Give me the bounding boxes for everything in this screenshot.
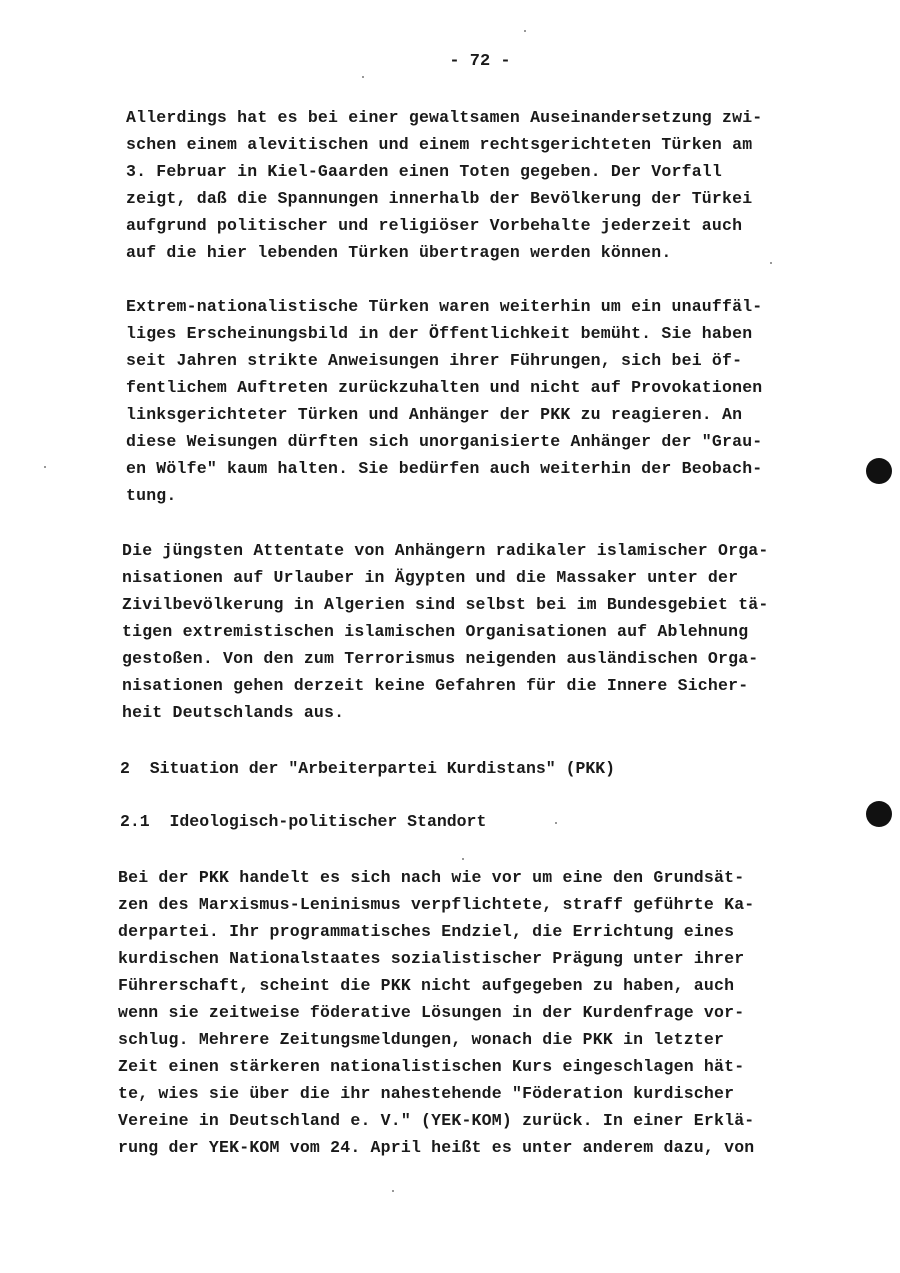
- section-heading-2: 2 Situation der "Arbeiterpartei Kurdistans" (PKK): [120, 759, 616, 778]
- scan-speck: [555, 822, 557, 824]
- text-line: heit Deutschlands aus.: [122, 703, 345, 722]
- scan-speck: [770, 262, 772, 264]
- text-line: schlug. Mehrere Zeitungsmeldungen, wonach die PKK in letzter: [118, 1030, 725, 1049]
- text-line: linksgerichteter Türken und Anhänger der PKK zu reagieren. An: [126, 405, 743, 424]
- text-line: schen einem alevitischen und einem rechtsgerichteten Türken am: [126, 135, 753, 154]
- text-line: tung.: [126, 486, 177, 505]
- paragraph-4: [118, 864, 754, 1161]
- text-line: Vereine in Deutschland e. V." (YEK-KOM) zurück. In einer Erklä-: [118, 1111, 755, 1130]
- text-line: liges Erscheinungsbild in der Öffentlichkeit bemüht. Sie haben: [126, 324, 753, 343]
- text-line: diese Weisungen dürften sich unorganisierte Anhänger der "Grau-: [126, 432, 763, 451]
- text-line: rung der YEK-KOM vom 24. April heißt es unter anderem dazu, von: [118, 1138, 755, 1157]
- scan-speck: [392, 1190, 394, 1192]
- text-line: tigen extremistischen islamischen Organisationen auf Ablehnung: [122, 622, 749, 641]
- paragraph-3: [122, 537, 769, 726]
- text-line: en Wölfe" kaum halten. Sie bedürfen auch weiterhin der Beobach-: [126, 459, 763, 478]
- margin-dot-mark: [866, 458, 892, 484]
- text-line: Zeit einen stärkeren nationalistischen Kurs eingeschlagen hät-: [118, 1057, 745, 1076]
- scan-speck: [524, 30, 526, 32]
- text-line: zen des Marxismus-Leninismus verpflichtete, straff geführte Ka-: [118, 895, 755, 914]
- text-line: wenn sie zeitweise föderative Lösungen in der Kurdenfrage vor-: [118, 1003, 745, 1022]
- text-line: 3. Februar in Kiel-Gaarden einen Toten gegeben. Der Vorfall: [126, 162, 722, 181]
- text-line: Extrem-nationalistische Türken waren weiterhin um ein unauffäl-: [126, 297, 763, 316]
- text-line: derpartei. Ihr programmatisches Endziel, die Errichtung eines: [118, 922, 735, 941]
- paragraph-2: [126, 293, 762, 509]
- text-line: fentlichem Auftreten zurückzuhalten und nicht auf Provokationen: [126, 378, 763, 397]
- scan-speck: [462, 858, 464, 860]
- text-line: Allerdings hat es bei einer gewaltsamen Auseinandersetzung zwi-: [126, 108, 763, 127]
- scan-speck: [44, 466, 46, 468]
- text-line: nisationen auf Urlauber in Ägypten und die Massaker unter der: [122, 568, 739, 587]
- text-line: Zivilbevölkerung in Algerien sind selbst bei im Bundesgebiet tä-: [122, 595, 769, 614]
- text-line: seit Jahren strikte Anweisungen ihrer Führungen, sich bei öf-: [126, 351, 743, 370]
- text-line: nisationen gehen derzeit keine Gefahren für die Innere Sicher-: [122, 676, 749, 695]
- text-line: gestoßen. Von den zum Terrorismus neigenden ausländischen Orga-: [122, 649, 759, 668]
- text-line: te, wies sie über die ihr nahestehende "Föderation kurdischer: [118, 1084, 735, 1103]
- text-line: Führerschaft, scheint die PKK nicht aufgegeben zu haben, auch: [118, 976, 735, 995]
- section-heading-2-1: 2.1 Ideologisch-politischer Standort: [120, 812, 487, 831]
- scan-speck: [362, 76, 364, 78]
- text-line: zeigt, daß die Spannungen innerhalb der Bevölkerung der Türkei: [126, 189, 753, 208]
- paragraph-1: [126, 104, 762, 266]
- text-line: aufgrund politischer und religiöser Vorbehalte jederzeit auch: [126, 216, 743, 235]
- text-line: auf die hier lebenden Türken übertragen werden können.: [126, 243, 672, 262]
- text-line: Die jüngsten Attentate von Anhängern radikaler islamischer Orga-: [122, 541, 769, 560]
- margin-dot-mark: [866, 801, 892, 827]
- text-line: Bei der PKK handelt es sich nach wie vor um eine den Grundsät-: [118, 868, 745, 887]
- text-line: kurdischen Nationalstaates sozialistischer Prägung unter ihrer: [118, 949, 745, 968]
- page-number: - 72 -: [449, 52, 511, 71]
